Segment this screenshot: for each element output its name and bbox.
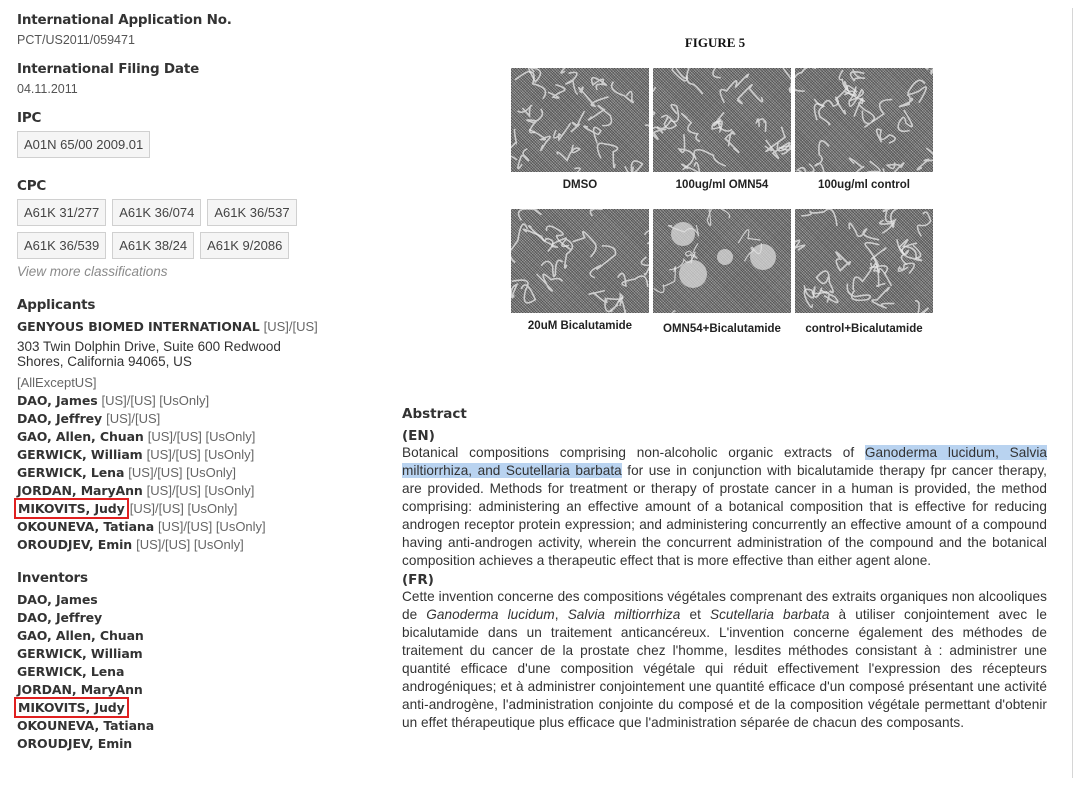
cell-outline: [566, 72, 578, 94]
cell-outline: [654, 267, 676, 293]
figure-title: FIGURE 5: [684, 35, 746, 50]
inventor-name: OKOUNEVA, Tatiana: [17, 718, 155, 733]
panel-caption: 20uM Bicalutamide: [527, 320, 633, 332]
cell-outline: [653, 68, 656, 92]
cell-outline: [847, 284, 870, 301]
inventors-section: [17, 570, 357, 753]
cell-outline: [898, 110, 912, 131]
ipc-section: [17, 110, 357, 158]
applicant-row: [17, 518, 357, 536]
cell-outline: [795, 240, 805, 255]
inventor-name: GAO, Allen, Chuan: [17, 628, 144, 643]
cell-outline: [738, 230, 760, 243]
applicant-row: [17, 392, 357, 410]
applicant-name: GENYOUS BIOMED INTERNATIONAL: [17, 319, 260, 334]
figure-panel: [653, 68, 791, 209]
applicant-name: DAO, James: [17, 393, 98, 408]
cell-outline: [590, 246, 615, 278]
cell-cluster: [750, 244, 776, 270]
inventor-name: GERWICK, William: [17, 646, 143, 661]
inventor-name: DAO, James: [17, 592, 98, 607]
cell-outline: [720, 74, 748, 103]
applicant-name-highlighted: MIKOVITS, Judy: [18, 501, 125, 516]
cpc-label: CPC: [17, 178, 47, 194]
cell-outline: [849, 158, 863, 172]
cell-outline: [836, 82, 848, 114]
application-number-label: International Application No.: [17, 12, 232, 28]
abstract-title: Abstract: [402, 406, 467, 422]
applicant-name: GAO, Allen, Chuan: [17, 429, 144, 444]
selected-text: Ganoderma lucidum, Salvia miltiorrhiza, and Scutellaria barbata: [402, 445, 1048, 478]
applicant-name: GERWICK, Lena: [17, 465, 125, 480]
bibliographic-panel: [17, 12, 357, 767]
cell-outline: [672, 68, 687, 81]
cell-outline: [511, 284, 517, 308]
cell-outline: [783, 68, 791, 92]
cell-outline: [653, 127, 666, 139]
abstract-en-text: for use in conjunction with bicalutamide therapy fpr cancer therapy, are provided. Methods for treatment or therapy of prostate cancer in a human is provided, the method comprising: administering an effective amount of a botanical composition that is effective for reducing androgen receptor protein expression; and administering concurrently an effective amount of a compound having anti-androgen activity, wherein the concurrent administration of the compound and the botanical composition achieves a therapeutic effect that is more effective than either agent alone.: [402, 463, 1047, 568]
cell-outline: [757, 119, 766, 132]
cell-outline: [557, 145, 580, 161]
abstract-lang-en: (EN): [402, 428, 435, 444]
cell-outline: [512, 280, 536, 303]
panel-caption: OMN54+Bicalutamide: [663, 323, 781, 335]
cell-outline: [801, 209, 837, 226]
abstract-text-fr: [402, 588, 1047, 732]
applicant-row: [17, 464, 357, 482]
cell-outline: [836, 252, 850, 271]
cell-outline: [625, 161, 643, 172]
cell-outline: [537, 274, 563, 291]
applicant-row: [17, 482, 357, 500]
applicant-meta: [US]/[US]: [263, 319, 318, 334]
applicant-designation: [AllExceptUS]: [17, 375, 97, 390]
inventor-name: JORDAN, MaryAnn: [17, 682, 143, 697]
abstract-fr-text: à utiliser conjointement avec le bicalutamide dans un traitement anticancéreux. L'invention concerne également des méthodes de traitement du cancer de la prostate chez l'homme, lesdites méthodes consistant à : administrer une quantité efficace d'une composition végétale qui réduit effectivement l'expression des récepteurs androgéniques; et à administrer conjointement une quantité efficace d'un composé présentant une activité anti-androgène, l'administration conjointe du composé et de la composition végétale permettant d'obtenir un effet thérapeutique plus efficace que l'administration séparée de chacun des composants.: [402, 607, 1047, 730]
cell-outline: [694, 150, 726, 166]
cpc-chip[interactable]: A61K 9/2086: [200, 232, 289, 259]
inventor-name: GERWICK, Lena: [17, 664, 125, 679]
micrograph-image: [511, 68, 649, 172]
panel-caption: DMSO: [562, 179, 598, 191]
scrollbar-track[interactable]: [1072, 8, 1073, 778]
abstract-text-en: [402, 444, 1047, 570]
cell-outline: [725, 132, 739, 153]
cell-outline: [612, 82, 634, 103]
cell-outline: [737, 85, 762, 104]
cell-outline: [522, 68, 540, 82]
cell-outline: [518, 149, 529, 169]
cell-outline: [573, 232, 596, 257]
species-name: Scutellaria barbata: [709, 607, 830, 622]
cell-outline: [645, 125, 649, 156]
cell-outline: [887, 163, 904, 173]
cell-outline: [515, 72, 545, 99]
cell-outline: [523, 229, 553, 251]
species-name: Salvia miltiorrhiza: [567, 607, 681, 622]
cell-outline: [899, 95, 913, 107]
cell-outline: [815, 141, 829, 172]
cpc-section: [17, 178, 357, 279]
applicant-row: [17, 446, 357, 464]
view-more-classifications-link[interactable]: View more classifications: [17, 264, 168, 279]
cell-outline: [867, 161, 884, 172]
cell-outline: [574, 168, 580, 172]
cell-outline: [592, 78, 607, 90]
figure-panel: [653, 209, 791, 353]
inventors-label: Inventors: [17, 570, 88, 586]
cell-outline: [849, 223, 879, 240]
applicant-meta: [US]/[US] [UsOnly]: [158, 519, 266, 534]
cell-outline: [580, 209, 603, 216]
abstract-fr-text: Cette invention concerne des compositions végétales comprenant des extraits organiques non alcooliques de: [402, 589, 1047, 622]
micrograph-image: [795, 68, 933, 172]
cell-outline: [795, 68, 816, 91]
cell-outline: [647, 216, 649, 244]
abstract-en-text: Botanical compositions comprising non-alcoholic organic extracts of: [402, 445, 865, 460]
filing-date-label: International Filing Date: [17, 61, 200, 77]
filing-date-value: 04.11.2011: [17, 82, 78, 96]
micrograph-image: [653, 209, 791, 313]
cell-outline: [518, 106, 532, 116]
figure-image: [505, 35, 935, 353]
cell-outline: [914, 301, 929, 313]
abstract-section: [402, 406, 1047, 732]
cell-outline: [851, 69, 865, 81]
applicant-row: [17, 410, 357, 428]
applicants-section: [17, 297, 357, 554]
applicant-meta: [US]/[US] [UsOnly]: [147, 429, 256, 444]
cell-outline: [707, 209, 729, 225]
cell-outline: [571, 111, 584, 131]
abstract-fr-text: ,: [554, 607, 568, 622]
cell-outline: [529, 226, 567, 247]
cpc-chip[interactable]: A61K 31/277: [17, 199, 106, 226]
cell-outline: [511, 130, 517, 160]
cell-outline: [579, 87, 609, 106]
micrograph-image: [511, 209, 649, 313]
cell-outline: [584, 126, 601, 143]
cell-outline: [588, 106, 611, 126]
cell-outline: [554, 124, 570, 140]
cell-outline: [917, 148, 933, 170]
cell-outline: [814, 97, 838, 107]
applicant-row: [17, 428, 357, 446]
cell-outline: [877, 129, 896, 143]
cpc-chip[interactable]: A61K 36/537: [207, 199, 296, 226]
figure-panel: [511, 209, 649, 353]
applicants-label: Applicants: [17, 297, 96, 313]
applicant-meta: [US]/[US] [UsOnly]: [128, 465, 236, 480]
application-number-value: PCT/US2011/059471: [17, 33, 135, 47]
application-number-section: [17, 12, 357, 47]
cell-outline: [653, 111, 655, 125]
cell-outline: [918, 212, 931, 236]
cell-outline: [898, 263, 914, 273]
applicant-meta: [US]/[US] [UsOnly]: [101, 393, 210, 408]
cell-outline: [641, 250, 649, 266]
applicant-name: JORDAN, MaryAnn: [17, 483, 143, 498]
cell-outline: [795, 164, 814, 172]
panel-caption: 100ug/ml control: [817, 179, 911, 191]
panel-caption: 100ug/ml OMN54: [675, 179, 769, 191]
cell-outline: [909, 68, 928, 69]
cell-outline: [659, 311, 675, 313]
cpc-chip[interactable]: A61K 38/24: [112, 232, 194, 259]
cell-outline: [817, 271, 834, 292]
figure-panel: [795, 68, 933, 209]
ipc-chip[interactable]: A01N 65/00 2009.01: [17, 131, 150, 158]
abstract-lang-fr: (FR): [402, 572, 434, 588]
cell-outline: [839, 70, 856, 95]
cell-cluster: [717, 249, 733, 265]
applicant-meta: [US]/[US]: [106, 411, 161, 426]
applicant-meta: [US]/[US] [UsOnly]: [136, 537, 244, 552]
applicant-row: [17, 536, 357, 554]
cell-outline: [618, 273, 648, 287]
applicant-name: OROUDJEV, Emin: [17, 537, 133, 552]
cell-outline: [645, 230, 649, 239]
cell-outline: [821, 291, 838, 303]
applicant-meta: [US]/[US] [UsOnly]: [129, 501, 238, 516]
applicant-row: [17, 318, 357, 336]
cell-outline: [589, 291, 612, 312]
inventor-name: OROUDJEV, Emin: [17, 736, 133, 751]
abstract-fr-text: et: [680, 607, 710, 622]
cell-outline: [930, 68, 933, 74]
cell-cluster: [671, 222, 695, 246]
figure-panel: [511, 68, 649, 209]
cell-outline: [872, 288, 894, 309]
applicant-name: OKOUNEVA, Tatiana: [17, 519, 155, 534]
micrograph-image: [795, 209, 933, 313]
cell-outline: [862, 100, 892, 127]
cell-cluster: [679, 260, 707, 288]
applicant-meta: [US]/[US] [UsOnly]: [146, 483, 255, 498]
cell-outline: [597, 143, 617, 167]
cell-outline: [707, 68, 721, 78]
filing-date-section: [17, 61, 357, 96]
applicant-row: [17, 500, 357, 518]
micrograph-image: [653, 68, 791, 172]
cell-outline: [519, 209, 541, 220]
inventor-name: DAO, Jeffrey: [17, 610, 103, 625]
cell-outline: [814, 104, 829, 125]
species-name: Ganoderma lucidum: [426, 607, 555, 622]
applicant-name: DAO, Jeffrey: [17, 411, 103, 426]
applicant-address: 303 Twin Dolphin Drive, Suite 600 Redwood Shores, California 94065, US: [17, 339, 281, 369]
figure-panel: [795, 209, 933, 353]
micrograph-grid: [511, 68, 935, 353]
applicant-meta: [US]/[US] [UsOnly]: [146, 447, 255, 462]
applicant-name: GERWICK, William: [17, 447, 143, 462]
cell-outline: [548, 85, 565, 98]
inventor-name-highlighted: MIKOVITS, Judy: [18, 700, 125, 715]
cpc-chip[interactable]: A61K 36/074: [112, 199, 201, 226]
ipc-label: IPC: [17, 110, 42, 126]
panel-caption: control+Bicalutamide: [805, 323, 923, 335]
cpc-chip[interactable]: A61K 36/539: [17, 232, 106, 259]
